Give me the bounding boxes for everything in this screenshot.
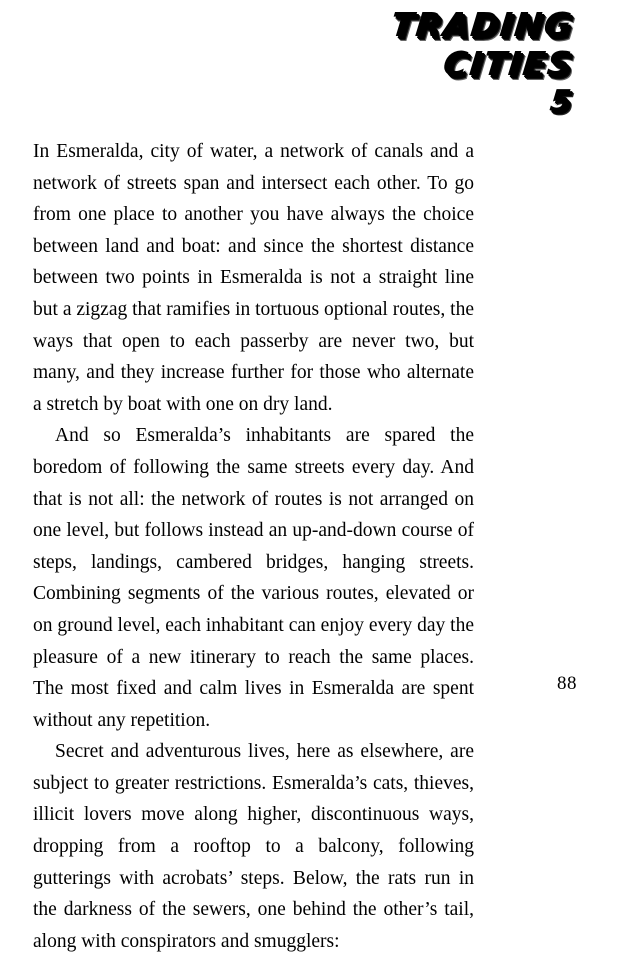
chapter-heading xyxy=(263,5,576,119)
paragraph-1: In Esmeralda, city of water, a network of canals and a network of streets span and intersect each other. To go from one place to another you have always the choice between land and boat: and since the shortest distance between two points in Esmeralda is not a straight line but a zigzag that ramifies in tortuous optional routes, the ways that open to each passerby are never two, but many, and they increase further for those who alternate a stretch by boat with one on dry land. xyxy=(33,141,474,415)
chapter-heading-number: 5 xyxy=(548,84,573,119)
page-number: 88 xyxy=(557,673,577,694)
body-text-column xyxy=(33,136,474,957)
chapter-heading-line-1: TRADING xyxy=(389,5,576,44)
paragraph-2: And so Esmeralda’s inhabitants are spared the boredom of following the same streets every day. And that is not all: the network of routes is not arranged on one level, but follows instead an up-and-down course of steps, landings, cambered bridges, hanging streets. Combining segments of the various routes, elevated or on ground level, each inhabitant can enjoy every day the pleasure of a new itinerary to reach the same places. The most fixed and calm lives in Esmeralda are spent without any repetition. xyxy=(33,425,474,731)
paragraph-3: Secret and adventurous lives, here as elsewhere, are subject to greater restrictions. Esmeralda’s cats, thieves, illicit lovers move along higher, discontinuous ways, dropping from a rooftop to a balcony, following gutterings with acrobats’ steps. Below, the rats run in the darkness of the sewers, one behind the other’s tail, along with conspirators and smugglers: xyxy=(33,741,474,952)
chapter-heading-line-2: CITIES xyxy=(441,44,576,83)
